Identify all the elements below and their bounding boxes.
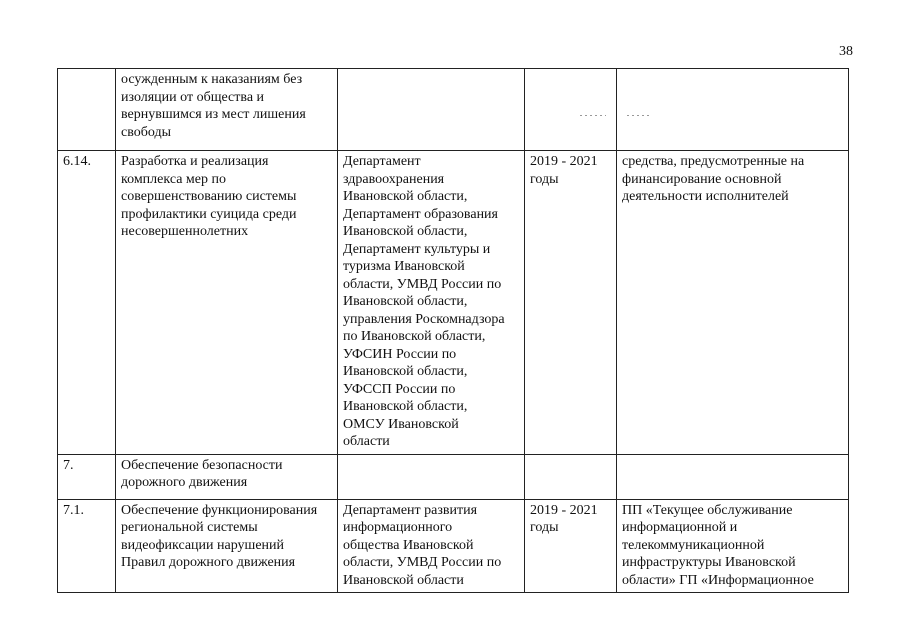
cell-period: 2019 - 2021 годы [525,499,617,593]
table-row [58,151,849,455]
cell-funding [617,454,849,499]
cell-executors [338,69,525,151]
table-row [58,69,849,151]
cell-executors [338,454,525,499]
cell-activity: Разработка и реализация комплекса мер по совершенствованию системы профилактики суицида среди несовершеннолетних [116,151,338,455]
cell-period [525,454,617,499]
cell-funding: средства, предусмотренные на финансирование основной деятельности исполнителей [617,151,849,455]
cell-number: 7.1. [58,499,116,593]
cell-activity: осужденным к наказаниям без изоляции от общества и вернувшимся из мест лишения свободы [116,69,338,151]
cell-activity: Обеспечение функционирования региональной системы видеофиксации нарушений Правил дорожного движения [116,499,338,593]
cell-number: 6.14. [58,151,116,455]
cell-executors: Департамент здравоохранения Ивановской области, Департамент образования Ивановской области, Департамент культуры и туризма Ивановской области, УМВД России по Ивановской области, управления Роскомнадзора по Ивановской области, УФСИН России по Ивановской области, УФССП России по Ивановской области, ОМСУ Ивановской области [338,151,525,455]
measures-table [57,68,849,593]
cell-funding [617,69,849,151]
page-number: 38 [839,44,853,59]
cell-period: 2019 - 2021 годы [525,151,617,455]
scan-artifact-dots [580,115,606,116]
cell-number [58,69,116,151]
cell-funding: ПП «Текущее обслуживание информационной и телекоммуникационной инфраструктуры Ивановской области» ГП «Информационное [617,499,849,593]
cell-activity: Обеспечение безопасности дорожного движения [116,454,338,499]
cell-executors: Департамент развития информационного общества Ивановской области, УМВД России по Ивановской области [338,499,525,593]
table-row [58,499,849,593]
cell-number: 7. [58,454,116,499]
table-row [58,454,849,499]
cell-period [525,69,617,151]
scan-artifact-dots [627,115,649,116]
